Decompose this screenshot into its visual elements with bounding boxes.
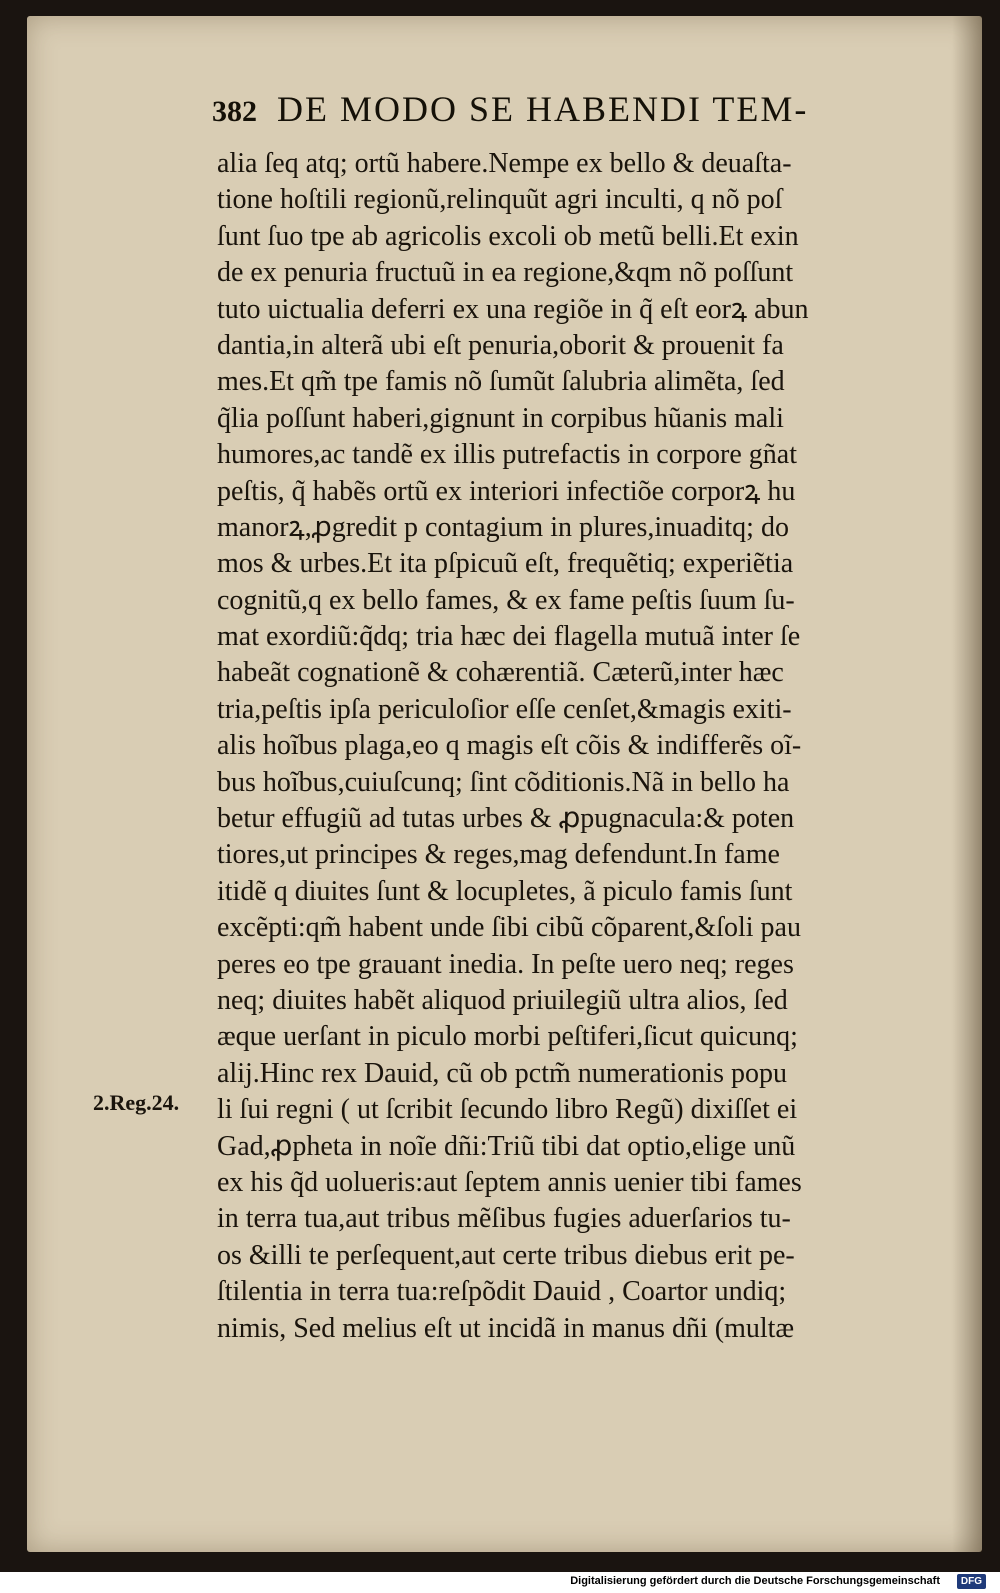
text-line: li ſui regni ( ut ſcribit ſecundo libro Regũ) dixiſſet ei — [217, 1094, 798, 1126]
text-line: de ex penuria fructuũ in ea regione,&qm nõ poſſunt — [217, 257, 794, 289]
text-line: ſunt ſuo tpe ab agricolis excoli ob metũ belli.Et exin — [217, 220, 799, 252]
text-line: tria,peſtis ipſa periculoſior eſſe cenſet,&magis exiti- — [217, 693, 792, 725]
text-line: peſtis, q̃ habẽs ortũ ex interiori infectiõe corporꝝ hu — [217, 475, 796, 507]
text-line: itidẽ q diuites ſunt & locupletes, ã piculo famis ſunt — [217, 875, 793, 907]
text-line: neq; diuites habẽt aliquod priuilegiũ ultra alios, ſed — [217, 984, 788, 1016]
text-line: mat exordiũ:q̃dq; tria hæc dei flagella mutuã inter ſe — [217, 621, 801, 653]
text-line: alia ſeq atq; ortũ habere.Nempe ex bello & deuaſta- — [217, 148, 792, 179]
text-line: alij.Hinc rex Dauid, cũ ob pctm̃ numerationis popu — [217, 1057, 787, 1089]
footer-bar — [0, 1572, 1000, 1593]
text-line: ex his q̃d uolueris:aut ſeptem annis uenier tibi fames — [217, 1166, 802, 1198]
text-line: dantia,in alterã ubi eſt penuria,oborit & prouenit fa — [217, 329, 784, 361]
text-line: humores,ac tandẽ ex illis putrefactis in corpore gñat — [217, 439, 798, 471]
text-line: bus hoĩbus,cuiuſcunq; ſint cõditionis.Nã in bello ha — [217, 766, 790, 798]
body-text — [217, 146, 942, 1347]
text-line: excẽpti:qm̃ habent unde ſibi cibũ cõparent,&ſoli pau — [217, 912, 801, 944]
dfg-logo: DFG — [957, 1574, 986, 1589]
running-head: DE MODO SE HABENDI TEM- — [277, 89, 809, 129]
text-line: nimis, Sed melius eſt ut incidã in manus dñi (multæ — [217, 1312, 795, 1344]
text-line: Gad,ꝓpheta in noĩe dñi:Triũ tibi dat optio,elige unũ — [217, 1130, 796, 1162]
digitization-credit: Digitalisierung gefördert durch die Deutsche Forschungsgemeinschaft — [570, 1575, 940, 1587]
text-line: habeãt cognationẽ & cohærentiã. Cæterũ,inter hæc — [217, 657, 784, 689]
text-line: mes.Et qm̃ tpe famis nõ ſumũt ſalubria alimẽta, ſed — [217, 366, 785, 398]
text-line: in terra tua,aut tribus mẽſibus fugies aduerſarios tu- — [217, 1203, 791, 1235]
text-line: tiores,ut principes & reges,mag defendunt.In fame — [217, 839, 780, 871]
text-line: mos & urbes.Et ita pſpicuũ eſt, frequẽtiq; experiẽtia — [217, 548, 794, 580]
text-line: peres eo tpe grauant inedia. In peſte uero neq; reges — [217, 948, 794, 980]
text-line: q̃lia poſſunt haberi,gignunt in corpibus hũanis mali — [217, 402, 784, 434]
text-line: alis hoĩbus plaga,eo q magis eſt cõis & indifferẽs oĩ- — [217, 730, 802, 762]
page-header — [212, 88, 932, 130]
text-line: ſtilentia in terra tua:reſpõdit Dauid , Coartor undiq; — [217, 1276, 787, 1308]
margin-note: 2.Reg.24. — [93, 1090, 180, 1115]
text-line: os &illi te perſequent,aut certe tribus diebus erit pe- — [217, 1239, 795, 1271]
text-line: manorꝝ,ꝓgredit p contagium in plures,inuaditq; do — [217, 511, 789, 543]
text-line: tuto uictualia deferri ex una regiõe in q̃ eſt eorꝝ abun — [217, 293, 809, 325]
page-edge-shadow — [952, 16, 982, 1552]
text-line: tione hoſtili regionũ,relinquũt agri inculti, q nõ poſ — [217, 184, 783, 216]
page-number: 382 — [212, 95, 257, 128]
text-line: cognitũ,q ex bello fames, & ex fame peſtis ſuum ſu- — [217, 584, 795, 616]
text-line: æque uerſant in piculo morbi peſtiferi,ſicut quicunq; — [217, 1021, 798, 1053]
text-line: betur effugiũ ad tutas urbes & ꝓpugnacula:& poten — [217, 803, 795, 835]
